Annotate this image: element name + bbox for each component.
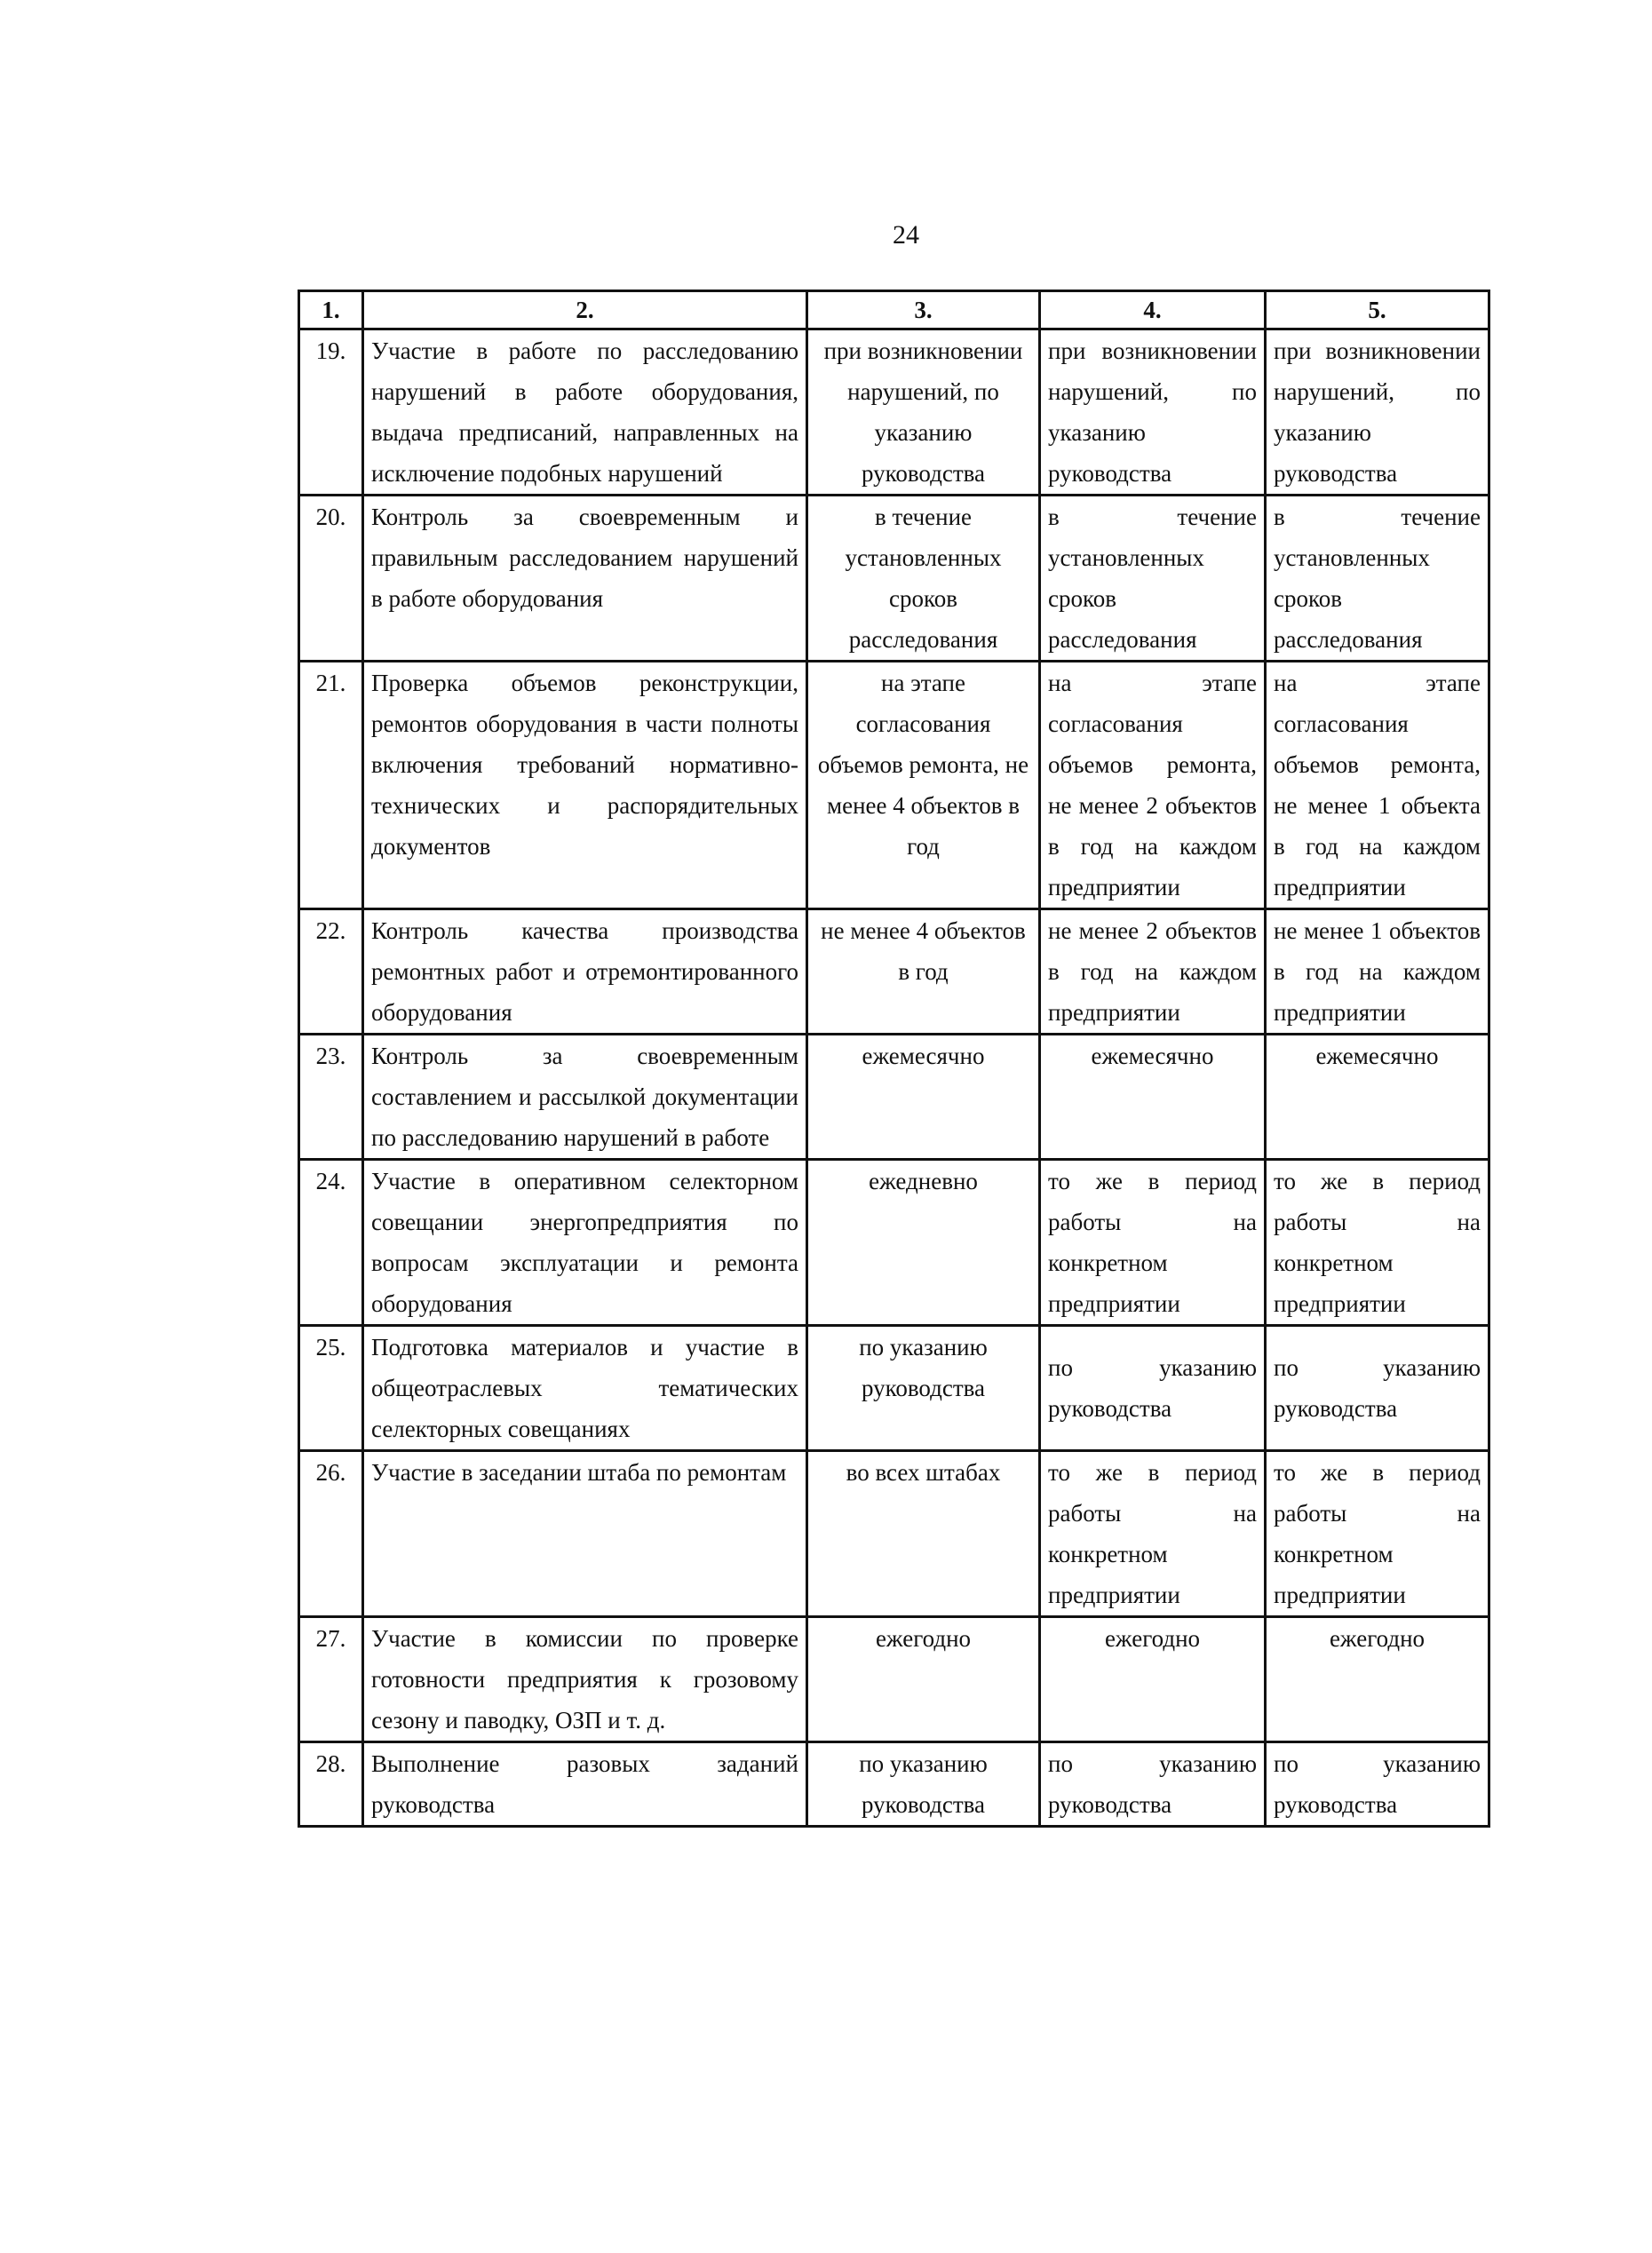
column-header: 5.	[1266, 291, 1489, 329]
column5-cell: ежемесячно	[1266, 1035, 1489, 1160]
table-row	[299, 496, 1489, 662]
column4-cell: по указанию руководства	[1040, 1326, 1266, 1451]
column3-cell: ежемесячно	[807, 1035, 1040, 1160]
table-row	[299, 1742, 1489, 1827]
column5-cell: ежегодно	[1266, 1617, 1489, 1742]
task-cell: Подготовка материалов и участие в общеотраслевых тематических селекторных совещаниях	[363, 1326, 807, 1451]
row-number: 25.	[299, 1326, 363, 1451]
column4-cell: ежегодно	[1040, 1617, 1266, 1742]
column5-cell: не менее 1 объектов в год на каждом предприятии	[1266, 909, 1489, 1035]
column-header: 1.	[299, 291, 363, 329]
row-number: 26.	[299, 1451, 363, 1617]
column5-cell: то же в период работы на конкретном предприятии	[1266, 1451, 1489, 1617]
table-row	[299, 909, 1489, 1035]
row-number: 21.	[299, 662, 363, 909]
column-header: 2.	[363, 291, 807, 329]
column-header: 4.	[1040, 291, 1266, 329]
task-cell: Контроль качества производства ремонтных работ и отремонтированного оборудования	[363, 909, 807, 1035]
column3-cell: в течение установленных сроков расследования	[807, 496, 1040, 662]
table-row	[299, 1617, 1489, 1742]
table-row	[299, 1035, 1489, 1160]
column3-cell: на этапе согласования объемов ремонта, не менее 4 объектов в год	[807, 662, 1040, 909]
row-number: 28.	[299, 1742, 363, 1827]
column4-cell: в течение установленных сроков расследования	[1040, 496, 1266, 662]
column5-cell: по указанию руководства	[1266, 1742, 1489, 1827]
table-row	[299, 662, 1489, 909]
column-header: 3.	[807, 291, 1040, 329]
column5-cell: при возникновении нарушений, по указанию руководства	[1266, 329, 1489, 496]
row-number: 24.	[299, 1160, 363, 1326]
column4-cell: то же в период работы на конкретном предприятии	[1040, 1451, 1266, 1617]
column4-cell: ежемесячно	[1040, 1035, 1266, 1160]
column4-cell: на этапе согласования объемов ремонта, не менее 2 объектов в год на каждом предприятии	[1040, 662, 1266, 909]
column4-cell: по указанию руководства	[1040, 1742, 1266, 1827]
column3-cell: по указанию руководства	[807, 1742, 1040, 1827]
row-number: 22.	[299, 909, 363, 1035]
column5-cell: на этапе согласования объемов ремонта, не менее 1 объекта в год на каждом предприятии	[1266, 662, 1489, 909]
column3-cell: при возникновении нарушений, по указанию руководства	[807, 329, 1040, 496]
task-cell: Контроль за своевременным составлением и рассылкой документации по расследованию нарушений в работе	[363, 1035, 807, 1160]
column3-cell: ежегодно	[807, 1617, 1040, 1742]
column3-cell: во всех штабах	[807, 1451, 1040, 1617]
task-cell: Участие в работе по расследованию нарушений в работе оборудования, выдача предписаний, направленных на исключение подобных нарушений	[363, 329, 807, 496]
page-number: 24	[893, 220, 919, 250]
table-row	[299, 1451, 1489, 1617]
task-cell: Участие в оперативном селекторном совещании энергопредприятия по вопросам эксплуатации и ремонта оборудования	[363, 1160, 807, 1326]
task-cell: Проверка объемов реконструкции, ремонтов оборудования в части полноты включения требований нормативно-технических и распорядительных документов	[363, 662, 807, 909]
column4-cell: не менее 2 объектов в год на каждом предприятии	[1040, 909, 1266, 1035]
column3-cell: не менее 4 объектов в год	[807, 909, 1040, 1035]
column4-cell: то же в период работы на конкретном предприятии	[1040, 1160, 1266, 1326]
task-cell: Выполнение разовых заданий руководства	[363, 1742, 807, 1827]
table-row	[299, 1160, 1489, 1326]
task-cell: Участие в заседании штаба по ремонтам	[363, 1451, 807, 1617]
row-number: 23.	[299, 1035, 363, 1160]
task-cell: Участие в комиссии по проверке готовности предприятия к грозовому сезону и паводку, ОЗП и т. д.	[363, 1617, 807, 1742]
column4-cell: при возникновении нарушений, по указанию руководства	[1040, 329, 1266, 496]
row-number: 27.	[299, 1617, 363, 1742]
column5-cell: по указанию руководства	[1266, 1326, 1489, 1451]
table-row	[299, 1326, 1489, 1451]
column5-cell: то же в период работы на конкретном предприятии	[1266, 1160, 1489, 1326]
column3-cell: ежедневно	[807, 1160, 1040, 1326]
requirements-table	[298, 290, 1490, 1828]
table-row	[299, 329, 1489, 496]
task-cell: Контроль за своевременным и правильным расследованием нарушений в работе оборудования	[363, 496, 807, 662]
table-header-row	[299, 291, 1489, 329]
column5-cell: в течение установленных сроков расследования	[1266, 496, 1489, 662]
row-number: 20.	[299, 496, 363, 662]
row-number: 19.	[299, 329, 363, 496]
column3-cell: по указанию руководства	[807, 1326, 1040, 1451]
